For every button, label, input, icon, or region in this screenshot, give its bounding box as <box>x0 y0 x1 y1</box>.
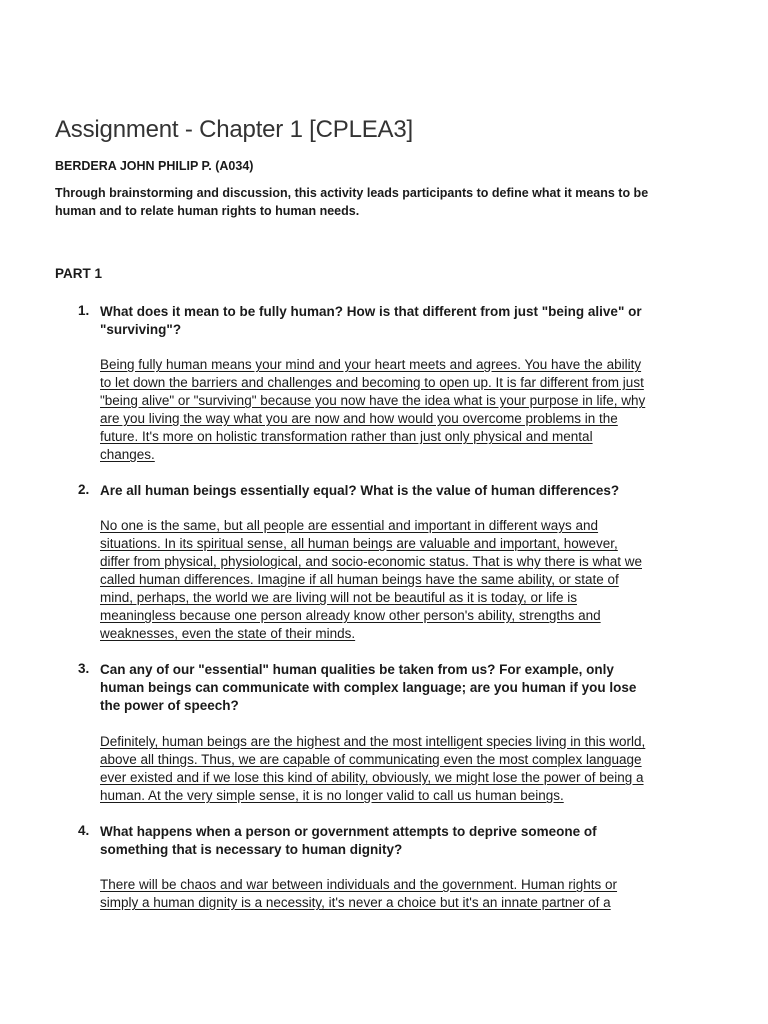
answer-line: situations. In its spiritual sense, all human beings are valuable and important, however, <box>100 536 618 551</box>
answer-line: human. At the very simple sense, it is no longer valid to call us human beings. <box>100 788 564 803</box>
question-line: Are all human beings essentially equal? What is the value of human differences? <box>100 483 620 498</box>
question-line: Can any of our "essential" human qualities be taken from us? For example, only <box>100 662 614 677</box>
answer-line: differ from physical, physiological, and socio-economic status. That is why there is what we <box>100 554 642 569</box>
answer-line: No one is the same, but all people are essential and important in different ways and <box>100 518 599 533</box>
author-name: BERDERA JOHN PHILIP P. (A034) <box>55 159 254 173</box>
question-line: something that is necessary to human dignity? <box>100 842 403 857</box>
answer-line: called human differences. Imagine if all human beings have the same ability, or state of <box>100 572 619 587</box>
question-line: What does it mean to be fully human? How is that different from just "being alive" or <box>100 304 642 319</box>
answer-line: There will be chaos and war between individuals and the government. Human rights or <box>100 877 618 892</box>
part-heading: PART 1 <box>55 266 103 281</box>
answer-line: are you living the way what you are now and how would you overcome problems in the <box>100 411 618 426</box>
answer-1 <box>100 356 714 464</box>
answer-line: to let down the barriers and challenges and becoming to open up. It is far different from just <box>100 375 644 390</box>
question-line: What happens when a person or government attempts to deprive someone of <box>100 824 597 839</box>
answer-line: Definitely, human beings are the highest and the most intelligent species living in this world, <box>100 734 646 749</box>
answer-line: mind, perhaps, the world we are living will not be beautiful as it is today, or life is <box>100 590 577 605</box>
answer-3 <box>100 733 714 805</box>
question-2 <box>100 482 720 500</box>
question-number: 2. <box>78 482 90 497</box>
document-title: Assignment - Chapter 1 [CPLEA3] <box>55 116 413 143</box>
question-line: the power of speech? <box>100 698 239 713</box>
intro-line: human and to relate human rights to human needs. <box>55 204 360 218</box>
answer-line: future. It's more on holistic transformation rather than just only physical and mental <box>100 429 593 444</box>
question-line: "surviving"? <box>100 322 182 337</box>
question-number: 4. <box>78 823 90 838</box>
answer-line: changes. <box>100 447 155 462</box>
answer-line: above all things. Thus, we are capable of communicating even the most complex language <box>100 752 642 767</box>
intro-line: Through brainstorming and discussion, this activity leads participants to define what it means to be <box>55 186 649 200</box>
answer-line: "being alive" or "surviving" because you now have the idea what is your purpose in life, why <box>100 393 646 408</box>
question-number: 3. <box>78 661 90 676</box>
answer-4 <box>100 876 714 912</box>
answer-line: simply a human dignity is a necessity, it's never a choice but it's an innate partner of a <box>100 895 611 910</box>
answer-2 <box>100 517 714 643</box>
question-4 <box>100 823 720 859</box>
answer-line: meaningless because one person already know other person's ability, strengths and <box>100 608 601 623</box>
answer-line: Being fully human means your mind and your heart meets and agrees. You have the ability <box>100 357 642 372</box>
question-1 <box>100 303 720 339</box>
question-number: 1. <box>78 303 90 318</box>
answer-line: weaknesses, even the state of their minds. <box>100 626 356 641</box>
answer-line: ever existed and if we lose this kind of ability, obviously, we might lose the power of being a <box>100 770 644 785</box>
intro-paragraph <box>55 184 695 220</box>
question-line: human beings can communicate with complex language; are you human if you lose <box>100 680 637 695</box>
question-3 <box>100 661 720 715</box>
